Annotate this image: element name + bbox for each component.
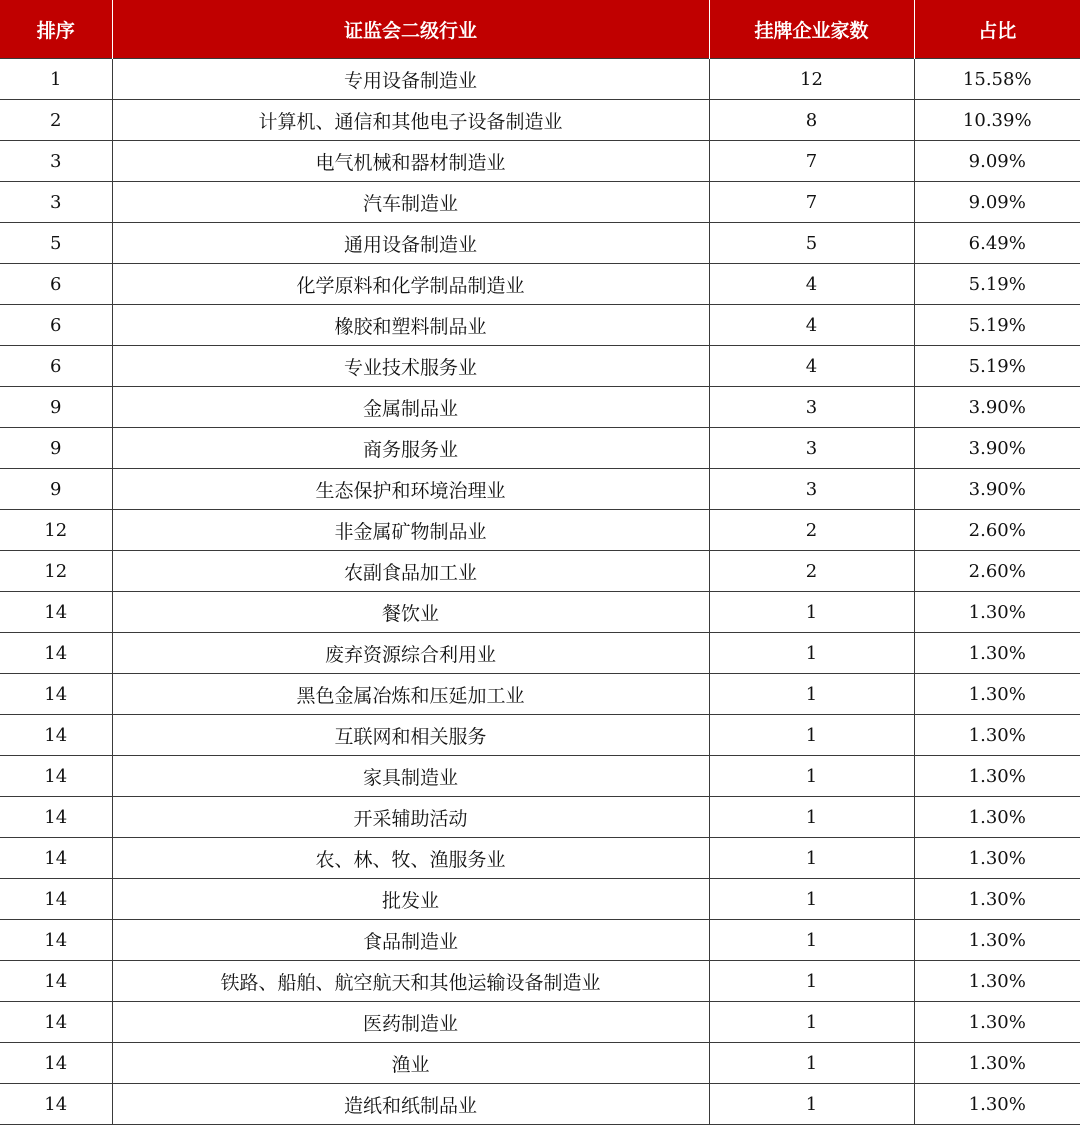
cell-count: 1 (709, 1043, 914, 1084)
cell-rank: 14 (0, 838, 112, 879)
table-row (0, 674, 1080, 715)
table-row (0, 305, 1080, 346)
cell-ratio: 3.90% (914, 428, 1080, 469)
table-row (0, 961, 1080, 1002)
cell-ratio: 1.30% (914, 961, 1080, 1002)
table-row (0, 592, 1080, 633)
cell-ratio: 15.58% (914, 59, 1080, 100)
table-row (0, 59, 1080, 100)
table-row (0, 920, 1080, 961)
cell-count: 5 (709, 223, 914, 264)
cell-ratio: 5.19% (914, 346, 1080, 387)
cell-count: 1 (709, 961, 914, 1002)
table-row (0, 756, 1080, 797)
cell-rank: 14 (0, 879, 112, 920)
cell-industry: 家具制造业 (112, 756, 709, 797)
cell-ratio: 3.90% (914, 387, 1080, 428)
cell-ratio: 1.30% (914, 633, 1080, 674)
table-row (0, 100, 1080, 141)
table-row (0, 551, 1080, 592)
table-row (0, 1043, 1080, 1084)
cell-rank: 6 (0, 305, 112, 346)
cell-count: 2 (709, 510, 914, 551)
cell-industry: 生态保护和环境治理业 (112, 469, 709, 510)
table-header (0, 0, 1080, 59)
cell-industry: 黑色金属冶炼和压延加工业 (112, 674, 709, 715)
cell-count: 1 (709, 838, 914, 879)
header-count: 挂牌企业家数 (709, 0, 914, 59)
cell-count: 1 (709, 756, 914, 797)
cell-ratio: 5.19% (914, 264, 1080, 305)
cell-industry: 通用设备制造业 (112, 223, 709, 264)
cell-ratio: 10.39% (914, 100, 1080, 141)
cell-ratio: 6.49% (914, 223, 1080, 264)
cell-industry: 食品制造业 (112, 920, 709, 961)
cell-industry: 铁路、船舶、航空航天和其他运输设备制造业 (112, 961, 709, 1002)
cell-ratio: 1.30% (914, 756, 1080, 797)
cell-ratio: 1.30% (914, 1002, 1080, 1043)
cell-count: 1 (709, 797, 914, 838)
cell-count: 4 (709, 346, 914, 387)
header-industry: 证监会二级行业 (112, 0, 709, 59)
cell-count: 7 (709, 141, 914, 182)
cell-rank: 9 (0, 469, 112, 510)
cell-ratio: 9.09% (914, 182, 1080, 223)
header-ratio: 占比 (914, 0, 1080, 59)
cell-count: 1 (709, 1084, 914, 1125)
cell-rank: 14 (0, 592, 112, 633)
cell-rank: 14 (0, 1002, 112, 1043)
cell-rank: 3 (0, 182, 112, 223)
cell-industry: 农、林、牧、渔服务业 (112, 838, 709, 879)
cell-industry: 造纸和纸制品业 (112, 1084, 709, 1125)
table-row (0, 797, 1080, 838)
cell-count: 3 (709, 469, 914, 510)
cell-industry: 医药制造业 (112, 1002, 709, 1043)
cell-ratio: 2.60% (914, 551, 1080, 592)
table-row (0, 1084, 1080, 1125)
cell-rank: 14 (0, 756, 112, 797)
cell-count: 1 (709, 715, 914, 756)
table-row (0, 838, 1080, 879)
cell-rank: 14 (0, 797, 112, 838)
cell-rank: 12 (0, 510, 112, 551)
cell-industry: 农副食品加工业 (112, 551, 709, 592)
cell-ratio: 1.30% (914, 674, 1080, 715)
table-row (0, 223, 1080, 264)
cell-industry: 商务服务业 (112, 428, 709, 469)
cell-industry: 金属制品业 (112, 387, 709, 428)
table-row (0, 1002, 1080, 1043)
header-rank: 排序 (0, 0, 112, 59)
cell-industry: 批发业 (112, 879, 709, 920)
cell-ratio: 1.30% (914, 797, 1080, 838)
cell-rank: 3 (0, 141, 112, 182)
cell-count: 1 (709, 674, 914, 715)
cell-industry: 开采辅助活动 (112, 797, 709, 838)
cell-rank: 5 (0, 223, 112, 264)
cell-rank: 6 (0, 264, 112, 305)
cell-rank: 14 (0, 674, 112, 715)
cell-count: 1 (709, 879, 914, 920)
cell-count: 7 (709, 182, 914, 223)
cell-industry: 渔业 (112, 1043, 709, 1084)
cell-industry: 废弃资源综合利用业 (112, 633, 709, 674)
cell-ratio: 1.30% (914, 1043, 1080, 1084)
cell-rank: 9 (0, 428, 112, 469)
table-row (0, 182, 1080, 223)
cell-ratio: 1.30% (914, 920, 1080, 961)
cell-rank: 14 (0, 715, 112, 756)
cell-industry: 专用设备制造业 (112, 59, 709, 100)
cell-count: 1 (709, 592, 914, 633)
cell-count: 4 (709, 305, 914, 346)
cell-rank: 14 (0, 1084, 112, 1125)
cell-rank: 12 (0, 551, 112, 592)
table-row (0, 141, 1080, 182)
cell-ratio: 2.60% (914, 510, 1080, 551)
cell-industry: 互联网和相关服务 (112, 715, 709, 756)
cell-rank: 14 (0, 961, 112, 1002)
table-row (0, 510, 1080, 551)
cell-rank: 2 (0, 100, 112, 141)
cell-industry: 餐饮业 (112, 592, 709, 633)
header-row (0, 0, 1080, 59)
cell-count: 1 (709, 920, 914, 961)
cell-ratio: 1.30% (914, 592, 1080, 633)
cell-rank: 14 (0, 920, 112, 961)
cell-rank: 14 (0, 1043, 112, 1084)
table-row (0, 387, 1080, 428)
cell-count: 1 (709, 633, 914, 674)
cell-ratio: 1.30% (914, 838, 1080, 879)
cell-rank: 14 (0, 633, 112, 674)
cell-ratio: 1.30% (914, 1084, 1080, 1125)
cell-ratio: 1.30% (914, 715, 1080, 756)
table-row (0, 469, 1080, 510)
table-row (0, 633, 1080, 674)
table-row (0, 879, 1080, 920)
cell-count: 1 (709, 1002, 914, 1043)
cell-industry: 橡胶和塑料制品业 (112, 305, 709, 346)
cell-rank: 1 (0, 59, 112, 100)
cell-ratio: 9.09% (914, 141, 1080, 182)
cell-rank: 6 (0, 346, 112, 387)
cell-industry: 化学原料和化学制品制造业 (112, 264, 709, 305)
table-row (0, 715, 1080, 756)
cell-ratio: 5.19% (914, 305, 1080, 346)
cell-rank: 9 (0, 387, 112, 428)
cell-industry: 非金属矿物制品业 (112, 510, 709, 551)
cell-industry: 计算机、通信和其他电子设备制造业 (112, 100, 709, 141)
cell-industry: 专业技术服务业 (112, 346, 709, 387)
table-row (0, 264, 1080, 305)
cell-count: 3 (709, 387, 914, 428)
table-row (0, 428, 1080, 469)
cell-count: 12 (709, 59, 914, 100)
table-row (0, 346, 1080, 387)
cell-industry: 电气机械和器材制造业 (112, 141, 709, 182)
table-body (0, 59, 1080, 1125)
cell-count: 4 (709, 264, 914, 305)
cell-industry: 汽车制造业 (112, 182, 709, 223)
cell-count: 3 (709, 428, 914, 469)
cell-count: 2 (709, 551, 914, 592)
cell-ratio: 1.30% (914, 879, 1080, 920)
cell-ratio: 3.90% (914, 469, 1080, 510)
cell-count: 8 (709, 100, 914, 141)
